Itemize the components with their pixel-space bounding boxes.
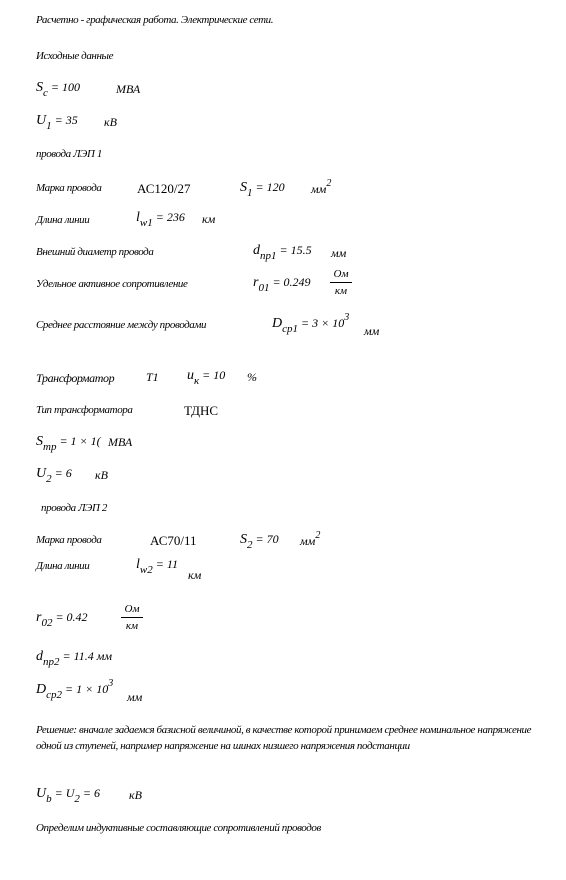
unit-r01-fraction: Ом км	[330, 268, 352, 297]
unit-dpr2: мм	[96, 649, 113, 663]
trafo-label: Трансформатор	[36, 371, 115, 385]
formula-dcp2: $Dср2 = 1 \times 10^3$	[36, 678, 114, 701]
formula-sc: Sc = 100	[36, 80, 80, 99]
len2-label: Длина линии	[36, 560, 90, 572]
formula-u2: U2 = 6	[36, 466, 72, 485]
unit-ub: кВ	[129, 788, 142, 802]
unit-uk: %	[247, 370, 257, 384]
trafo-name: Т1	[146, 370, 159, 384]
res1-label: Удельное активное сопротивление	[36, 278, 188, 290]
formula-lw1: lw1 = 236	[136, 210, 185, 229]
wire2-brand: АС70/11	[150, 533, 197, 548]
formula-uk: uк = 10	[187, 368, 226, 387]
unit-r02-fraction: Ом км	[121, 603, 143, 632]
trafo-type-label: Тип трансформатора	[36, 404, 133, 416]
line2-heading: провода ЛЭП 2	[41, 502, 107, 514]
formula-ub: Ub = U2 = 6	[36, 786, 100, 805]
solution-paragraph: Решение: вначале задаемся базисной величиной, в качестве которой принимаем среднее номинальное напряжение одной из ступеней, например напряжение на шинах низшего напряжения подстанции	[36, 724, 532, 752]
unit-u2: кВ	[95, 468, 108, 482]
unit-dcp2: мм	[127, 690, 143, 704]
formula-dpr2: dпр2 = 11.4 мм	[36, 649, 113, 668]
formula-s1: S1 = 120	[240, 180, 285, 199]
unit-s1: $мм^2$	[311, 178, 332, 196]
formula-lw2: lw2 = 11	[136, 557, 178, 576]
wire1-label: Марка провода	[36, 182, 102, 194]
unit-lw2: км	[188, 568, 202, 582]
document-title: Расчетно - графическая работа. Электрические сети.	[36, 14, 274, 26]
dist1-label: Среднее расстояние между проводами	[36, 319, 207, 331]
formula-r01: r01 = 0.249	[253, 275, 311, 294]
len1-label: Длина линии	[36, 214, 90, 226]
formula-u1: U1 = 35	[36, 113, 78, 132]
unit-sc: МВА	[116, 82, 141, 96]
formula-str: Sтр = 1 × 1(	[36, 434, 101, 453]
unit-s2: $мм^2$	[300, 530, 321, 548]
initial-data-heading: Исходные данные	[36, 50, 114, 62]
line1-heading: провода ЛЭП 1	[36, 148, 102, 160]
formula-dcp1: $Dср1 = 3 \times 10^3$	[272, 312, 350, 335]
closing-text: Определим индуктивные составляющие сопротивлений проводов	[36, 822, 321, 834]
wire1-brand: АС120/27	[137, 181, 191, 196]
unit-dcp1: мм	[364, 324, 380, 338]
unit-str: МВА	[108, 435, 133, 449]
unit-u1: кВ	[104, 115, 117, 129]
wire2-label: Марка провода	[36, 534, 102, 546]
unit-lw1: км	[202, 212, 216, 226]
formula-s2: S2 = 70	[240, 532, 279, 551]
diam1-label: Внешний диаметр провода	[36, 246, 154, 258]
formula-dpr1: dпр1 = 15.5	[253, 243, 312, 262]
formula-r02: r02 = 0.42	[36, 610, 88, 629]
trafo-type-value: ТДНС	[184, 403, 219, 418]
unit-dpr1: мм	[331, 246, 347, 260]
